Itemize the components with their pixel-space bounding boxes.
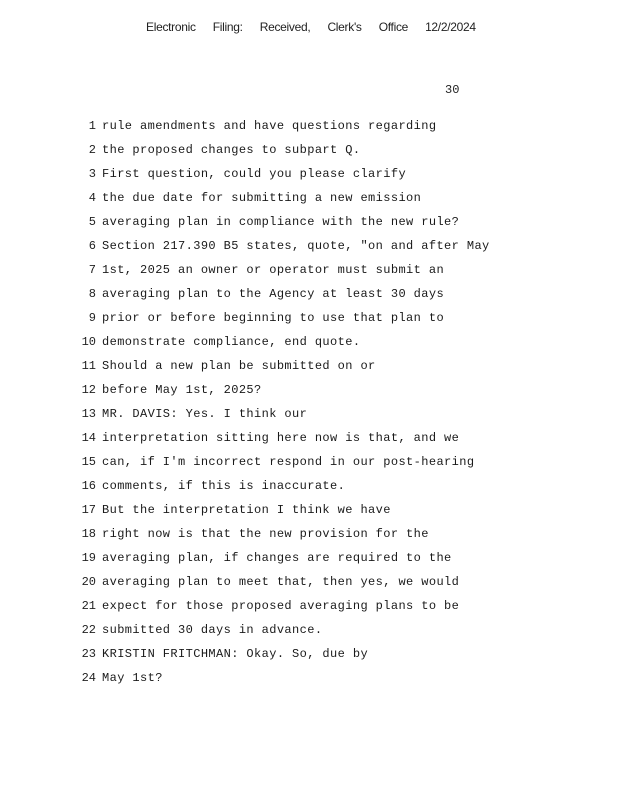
- transcript-line: [0, 550, 618, 574]
- line-number: 12: [81, 383, 96, 397]
- transcript-line: [0, 526, 618, 550]
- transcript-line: [0, 334, 618, 358]
- page-number: 30: [445, 83, 460, 97]
- transcript-line: [0, 646, 618, 670]
- line-number: 21: [81, 599, 96, 613]
- line-number: 3: [88, 167, 96, 181]
- filing-stamp-header: [146, 20, 476, 34]
- line-text: averaging plan to meet that, then yes, we would: [102, 575, 460, 589]
- line-text: averaging plan, if changes are required to the: [102, 551, 452, 565]
- filing-stamp-word: Received,: [259, 20, 311, 34]
- line-number: 18: [81, 527, 96, 541]
- line-number: 2: [88, 143, 96, 157]
- line-number: 23: [81, 647, 96, 661]
- line-number: 7: [88, 263, 96, 277]
- line-number: 9: [88, 311, 96, 325]
- line-text: Section 217.390 B5 states, quote, "on and after May: [102, 239, 490, 253]
- transcript-line: [0, 430, 618, 454]
- transcript-line: [0, 358, 618, 382]
- line-number: 1: [88, 119, 96, 133]
- line-number: 22: [81, 623, 96, 637]
- line-number: 14: [81, 431, 96, 445]
- filing-stamp-word: Filing:: [212, 20, 243, 34]
- transcript-line: [0, 262, 618, 286]
- line-number: 10: [81, 335, 96, 349]
- transcript-line: [0, 310, 618, 334]
- line-text: 1st, 2025 an owner or operator must submit an: [102, 263, 445, 277]
- line-text: averaging plan in compliance with the new rule?: [102, 215, 460, 229]
- line-text: the due date for submitting a new emission: [102, 191, 422, 205]
- transcript-line: [0, 670, 618, 694]
- line-text: the proposed changes to subpart Q.: [102, 143, 361, 157]
- line-number: 11: [81, 359, 96, 373]
- line-text: before May 1st, 2025?: [102, 383, 262, 397]
- transcript-line: [0, 142, 618, 166]
- transcript-line: [0, 502, 618, 526]
- transcript-line: [0, 238, 618, 262]
- line-number: 8: [88, 287, 96, 301]
- line-text: MR. DAVIS: Yes. I think our: [102, 407, 308, 421]
- line-text: Should a new plan be submitted on or: [102, 359, 376, 373]
- line-text: First question, could you please clarify: [102, 167, 407, 181]
- filing-stamp-word: Electronic: [146, 20, 196, 34]
- line-text: demonstrate compliance, end quote.: [102, 335, 361, 349]
- line-number: 17: [81, 503, 96, 517]
- line-text: averaging plan to the Agency at least 30 days: [102, 287, 445, 301]
- transcript-line: [0, 166, 618, 190]
- transcript-line: [0, 622, 618, 646]
- line-text: KRISTIN FRITCHMAN: Okay. So, due by: [102, 647, 369, 661]
- line-text: comments, if this is inaccurate.: [102, 479, 346, 493]
- line-text: submitted 30 days in advance.: [102, 623, 323, 637]
- line-text: right now is that the new provision for the: [102, 527, 429, 541]
- line-number: 20: [81, 575, 96, 589]
- transcript-line: [0, 214, 618, 238]
- filing-stamp-date: 12/2/2024: [425, 20, 476, 34]
- line-number: 19: [81, 551, 96, 565]
- transcript-line: [0, 190, 618, 214]
- line-number: 6: [88, 239, 96, 253]
- transcript-line: [0, 286, 618, 310]
- line-number: 15: [81, 455, 96, 469]
- transcript-line: [0, 382, 618, 406]
- line-number: 24: [81, 671, 96, 685]
- line-number: 5: [88, 215, 96, 229]
- line-text: interpretation sitting here now is that, and we: [102, 431, 460, 445]
- filing-stamp-word: Office: [378, 20, 409, 34]
- line-number: 13: [81, 407, 96, 421]
- line-text: rule amendments and have questions regarding: [102, 119, 437, 133]
- transcript-body: [0, 118, 618, 694]
- line-text: But the interpretation I think we have: [102, 503, 391, 517]
- line-text: May 1st?: [102, 671, 163, 685]
- line-number: 4: [88, 191, 96, 205]
- transcript-line: [0, 478, 618, 502]
- filing-stamp-word: Clerk's: [327, 20, 362, 34]
- transcript-line: [0, 574, 618, 598]
- transcript-line: [0, 118, 618, 142]
- transcript-line: [0, 406, 618, 430]
- transcript-line: [0, 454, 618, 478]
- line-text: can, if I'm incorrect respond in our post-hearing: [102, 455, 475, 469]
- transcript-line: [0, 598, 618, 622]
- line-text: expect for those proposed averaging plans to be: [102, 599, 460, 613]
- line-text: prior or before beginning to use that plan to: [102, 311, 445, 325]
- line-number: 16: [81, 479, 96, 493]
